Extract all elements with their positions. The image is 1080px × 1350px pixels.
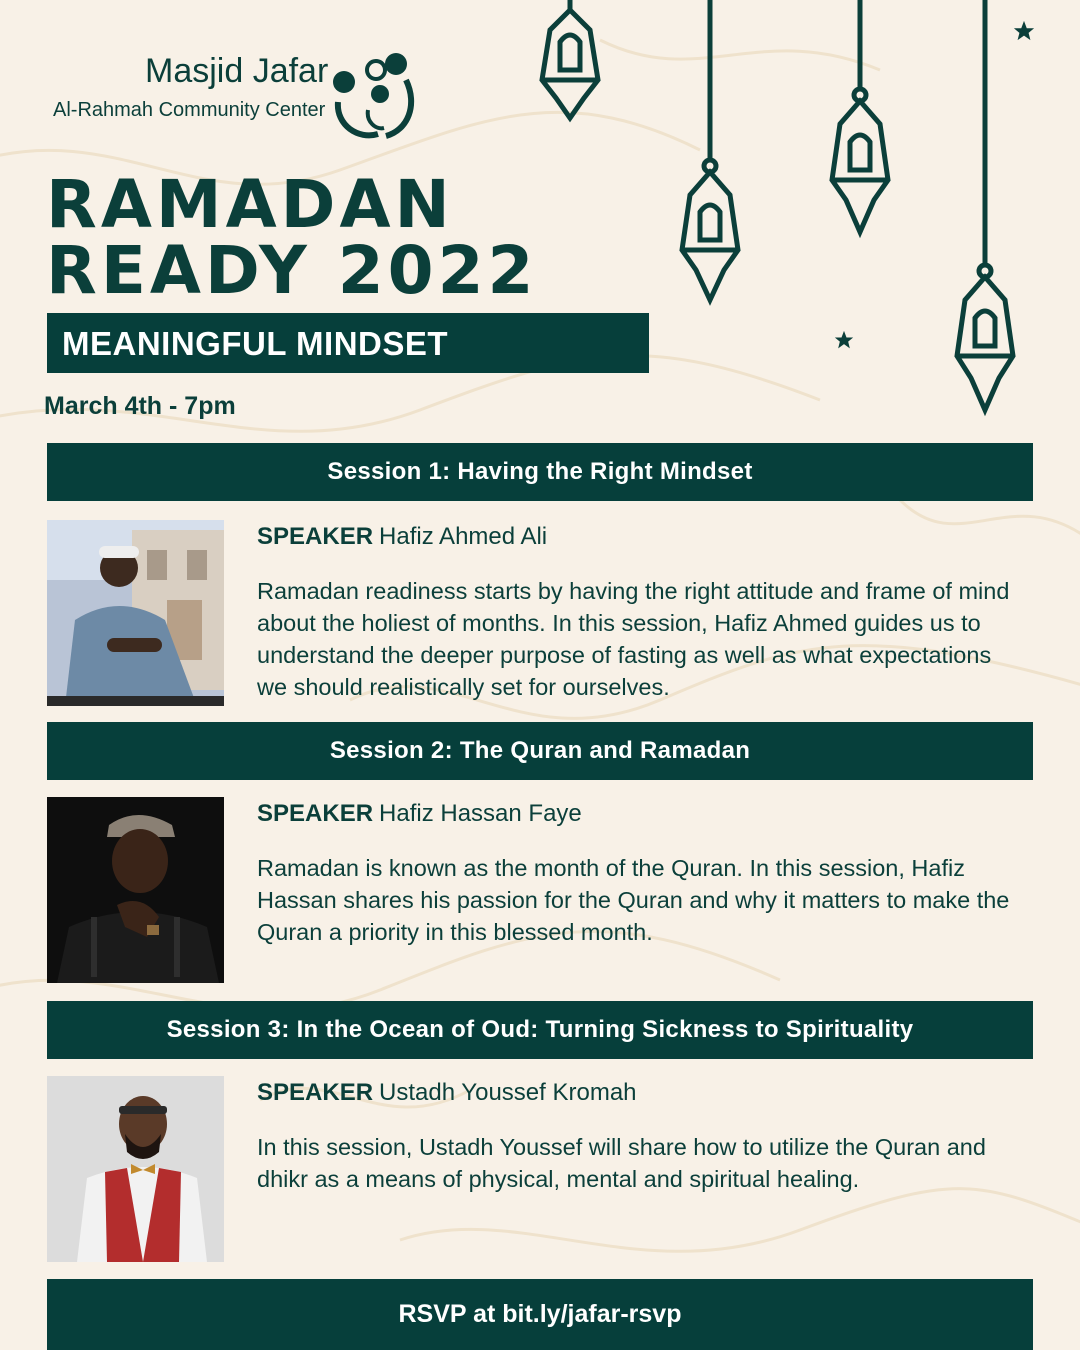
star-icon [1013, 20, 1035, 42]
rsvp-banner[interactable] [47, 1279, 1033, 1350]
speaker-label: SPEAKER [257, 523, 374, 550]
speaker-3-line [257, 1079, 637, 1107]
session-1-header [47, 443, 1033, 501]
session-1-description: Ramadan readiness starts by having the right attitude and frame of mind about the holiest of months. In this session, Hafiz Ahmed guides us to understand the deeper purpose of fasting as well as what expectations we should realistically set for ourselves. [257, 578, 1010, 700]
speaker-3-photo [47, 1076, 224, 1262]
hanging-lantern-icon [935, 0, 1035, 420]
speaker-2-name: Hafiz Hassan Faye [379, 800, 582, 827]
speaker-2-photo [47, 797, 224, 983]
hanging-lantern-icon [660, 0, 760, 315]
session-2-title: Session 2: The Quran and Ramadan [329, 737, 751, 764]
session-1-title: Session 1: Having the Right Mindset [327, 458, 753, 485]
hanging-lantern-icon [810, 0, 910, 245]
speaker-3-name: Ustadh Youssef Kromah [379, 1079, 637, 1106]
subtitle-text: MEANINGFUL MINDSET [62, 325, 449, 362]
logo-name: Masjid Jafar [145, 52, 329, 90]
logo-subtitle: Al-Rahmah Community Center [53, 99, 326, 121]
session-2-header [47, 722, 1033, 780]
star-icon [834, 330, 854, 350]
speaker-label: SPEAKER [257, 800, 374, 827]
rsvp-link[interactable]: RSVP at bit.ly/jafar-rsvp [398, 1300, 682, 1328]
speaker-1-name: Hafiz Ahmed Ali [379, 523, 548, 550]
speaker-1-line [257, 523, 547, 551]
speaker-2-line [257, 800, 582, 828]
subtitle-banner [47, 313, 649, 373]
session-2-description: Ramadan is known as the month of the Quran. In this session, Hafiz Hassan shares his passion for the Quran and why it matters to make the Quran a priority in this blessed month. [257, 855, 1010, 945]
session-3-description: In this session, Ustadh Youssef will share how to utilize the Quran and dhikr as a means of physical, mental and spiritual healing. [257, 1134, 986, 1192]
main-title-line-1: RAMADAN [46, 166, 454, 243]
speaker-label: SPEAKER [257, 1079, 374, 1106]
community-people-icon [328, 50, 418, 140]
speaker-1-photo [47, 520, 224, 706]
session-3-title: Session 3: In the Ocean of Oud: Turning Sickness to Spirituality [166, 1016, 914, 1043]
session-3-header [47, 1001, 1033, 1059]
event-date: March 4th - 7pm [44, 392, 236, 420]
hanging-lantern-icon [520, 0, 620, 130]
main-title-line-2: READY 2022 [46, 232, 538, 309]
